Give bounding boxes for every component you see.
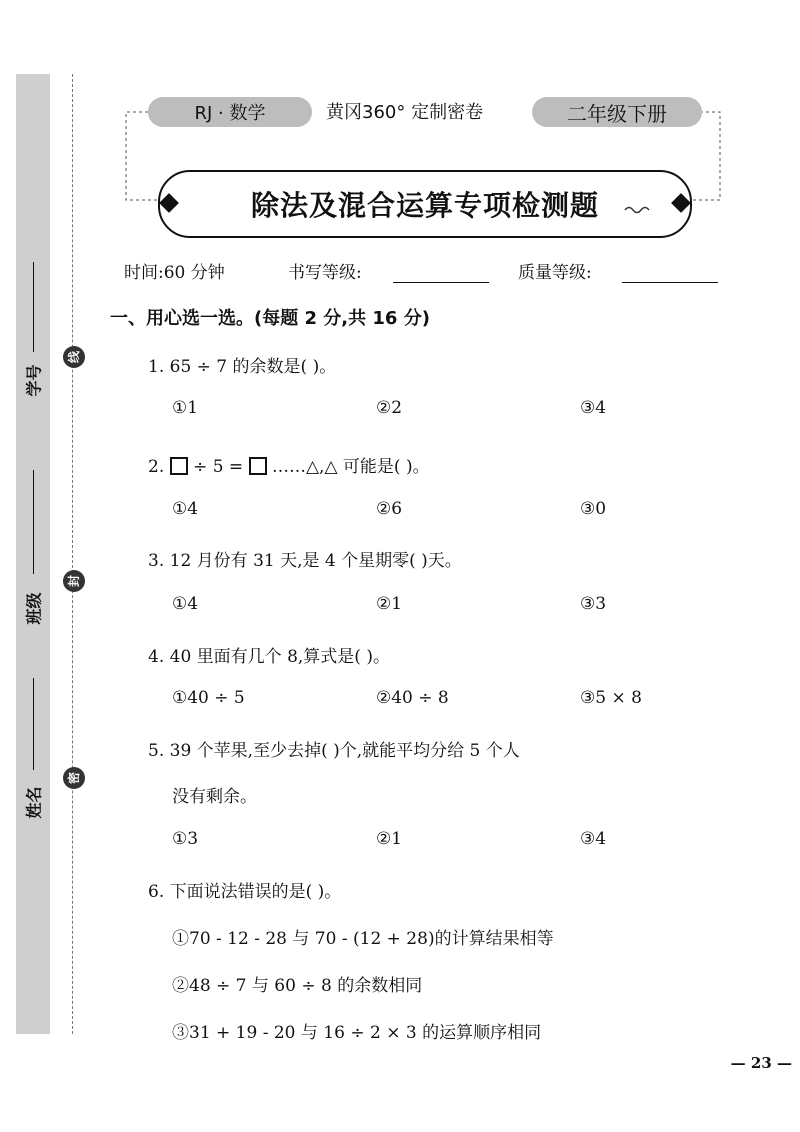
class-label: 班级 [24, 592, 44, 625]
quality-grade-label: 质量等级: [518, 263, 592, 283]
seal-mark: 封 [63, 570, 85, 592]
q4-option-1[interactable]: ①40 ÷ 5 [172, 688, 245, 708]
question-6: 6. 下面说法错误的是( )。 [148, 882, 342, 902]
student-id-label: 学号 [24, 364, 44, 397]
question-4: 4. 40 里面有几个 8,算式是( )。 [148, 647, 390, 667]
q6-option-2[interactable]: ②48 ÷ 7 与 60 ÷ 8 的余数相同 [172, 976, 423, 996]
grade-pill: 二年级下册 [532, 97, 702, 127]
q5-option-3[interactable]: ③4 [580, 829, 607, 849]
title-box [158, 170, 692, 238]
q2-option-2[interactable]: ②6 [376, 499, 403, 519]
quality-grade-field[interactable] [622, 282, 718, 283]
question-3: 3. 12 月份有 31 天,是 4 个星期零( )天。 [148, 551, 462, 571]
q3-option-1[interactable]: ①4 [172, 594, 199, 614]
question-1: 1. 65 ÷ 7 的余数是( )。 [148, 357, 337, 377]
q6-option-3[interactable]: ③31 + 19 - 20 与 16 ÷ 2 × 3 的运算顺序相同 [172, 1023, 542, 1043]
class-field[interactable] [33, 470, 34, 574]
q5-option-1[interactable]: ①3 [172, 829, 199, 849]
question-2 [148, 452, 430, 477]
writing-grade-field[interactable] [393, 282, 489, 283]
name-field[interactable] [33, 678, 34, 770]
writing-grade-label: 书写等级: [288, 263, 362, 283]
subject-pill: RJ · 数学 [148, 97, 312, 127]
q1-option-3[interactable]: ③4 [580, 398, 607, 418]
q2-number: 2. [148, 457, 165, 477]
q1-option-1[interactable]: ①1 [172, 398, 199, 418]
q6-option-1[interactable]: ①70 - 12 - 28 与 70 - (12 + 28)的计算结果相等 [172, 929, 554, 949]
page-number: — 23 — [730, 1054, 792, 1072]
q2-rest: ……△,△ 可能是( )。 [271, 457, 430, 477]
cut-line [72, 74, 73, 1034]
q4-option-3[interactable]: ③5 × 8 [580, 688, 642, 708]
student-id-field[interactable] [33, 262, 34, 352]
blank-box-icon [170, 457, 188, 475]
question-5-continued: 没有剩余。 [172, 787, 257, 807]
blank-box-icon [249, 457, 267, 475]
q5-option-2[interactable]: ②1 [376, 829, 403, 849]
q2-option-1[interactable]: ①4 [172, 499, 199, 519]
line-mark: 线 [63, 346, 85, 368]
secret-mark: 密 [63, 767, 85, 789]
series-name: 黄冈360° 定制密卷 [326, 102, 484, 123]
question-5: 5. 39 个苹果,至少去掉( )个,就能平均分给 5 个人 [148, 741, 520, 761]
time-info: 时间:60 分钟 [124, 263, 225, 283]
section-title: 一、用心选一选。(每题 2 分,共 16 分) [110, 308, 430, 329]
q3-option-2[interactable]: ②1 [376, 594, 403, 614]
q2-option-3[interactable]: ③0 [580, 499, 607, 519]
scribble-icon [624, 204, 650, 214]
q1-option-2[interactable]: ②2 [376, 398, 403, 418]
name-label: 姓名 [24, 786, 44, 819]
page-title: 除法及混合运算专项检测题 [250, 189, 599, 222]
q2-mid: ÷ 5 = [193, 457, 249, 477]
q4-option-2[interactable]: ②40 ÷ 8 [376, 688, 449, 708]
q3-option-3[interactable]: ③3 [580, 594, 607, 614]
